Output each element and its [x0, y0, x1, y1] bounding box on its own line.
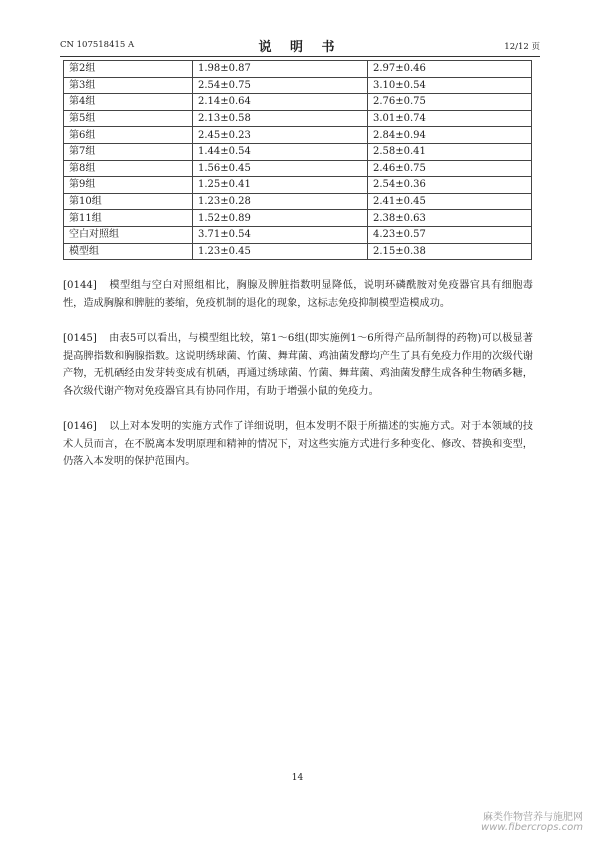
- index-value-cell-2: 2.58±0.41: [368, 143, 532, 160]
- group-name-cell: 第11组: [64, 210, 193, 227]
- index-value-cell-1: 1.25±0.41: [193, 177, 368, 194]
- group-name-cell: 第7组: [64, 143, 193, 160]
- index-value-cell-1: 2.54±0.75: [193, 77, 368, 94]
- index-value-cell-2: 2.97±0.46: [368, 61, 532, 78]
- table-row: [64, 61, 532, 78]
- index-value-cell-2: 4.23±0.57: [368, 226, 532, 243]
- page-of-total: 12/12 页: [504, 42, 540, 52]
- index-value-cell-2: 2.38±0.63: [368, 210, 532, 227]
- index-value-cell-2: 2.76±0.75: [368, 94, 532, 111]
- index-value-cell-1: 1.23±0.45: [193, 243, 368, 260]
- group-name-cell: 第9组: [64, 177, 193, 194]
- index-value-cell-1: 2.13±0.58: [193, 110, 368, 127]
- group-name-cell: 第3组: [64, 77, 193, 94]
- paragraph-number: [0144]: [63, 280, 97, 291]
- table-row: [64, 110, 532, 127]
- table-row: [64, 94, 532, 111]
- table-row: [64, 77, 532, 94]
- group-name-cell: 第2组: [64, 61, 193, 78]
- table-row: [64, 243, 532, 260]
- watermark-url: www.fibercrops.com: [481, 822, 583, 833]
- table-row: [64, 226, 532, 243]
- table-row: [64, 193, 532, 210]
- results-table: [63, 60, 532, 260]
- page-header: [60, 36, 540, 57]
- index-value-cell-2: 2.15±0.38: [368, 243, 532, 260]
- table-row: [64, 177, 532, 194]
- index-value-cell-1: 1.52±0.89: [193, 210, 368, 227]
- paragraph-number: [0145]: [63, 333, 97, 344]
- table-row: [64, 143, 532, 160]
- paragraph-0144: [63, 277, 533, 312]
- group-name-cell: 第8组: [64, 160, 193, 177]
- paragraph-text: 以上对本发明的实施方式作了详细说明，但本发明不限于所描述的实施方式。对于本领域的技术人员而言，在不脱离本发明原理和精神的情况下，对这些实施方式进行多种变化、修改、替换和变型，仍落入本发明的保护范围内。: [63, 421, 533, 468]
- page-number: 14: [291, 773, 304, 783]
- index-value-cell-2: 2.46±0.75: [368, 160, 532, 177]
- paragraph-0145: [63, 330, 533, 400]
- index-value-cell-1: 2.45±0.23: [193, 127, 368, 144]
- table-row: [64, 160, 532, 177]
- group-name-cell: 模型组: [64, 243, 193, 260]
- index-value-cell-2: 2.54±0.36: [368, 177, 532, 194]
- index-value-cell-2: 3.10±0.54: [368, 77, 532, 94]
- index-value-cell-1: 1.56±0.45: [193, 160, 368, 177]
- index-value-cell-2: 2.84±0.94: [368, 127, 532, 144]
- patent-number: CN 107518415 A: [60, 40, 135, 50]
- index-value-cell-1: 3.71±0.54: [193, 226, 368, 243]
- index-value-cell-1: 1.98±0.87: [193, 61, 368, 78]
- group-name-cell: 第4组: [64, 94, 193, 111]
- table-row: [64, 127, 532, 144]
- group-name-cell: 空白对照组: [64, 226, 193, 243]
- paragraph-number: [0146]: [63, 421, 97, 432]
- paragraph-text: 由表5可以看出，与模型组比较，第1～6组(即实施例1～6所得产品所制得的药物)可以极显著提高脾指数和胸腺指数。这说明绣球菌、竹菌、舞茸菌、鸡油菌发酵均产生了具有免疫力作用的次级代谢产物，无机硒经由发芽转变成有机硒，再通过绣球菌、竹菌、舞茸菌、鸡油菌发酵生成各种生物硒多糖，各次级代谢产物对免疫器官具有协同作用，有助于增强小鼠的免疫力。: [63, 333, 533, 397]
- watermark-text: 麻类作物营养与施肥网: [483, 812, 583, 823]
- table-row: [64, 210, 532, 227]
- paragraph-text: 模型组与空白对照组相比，胸腺及脾脏指数明显降低，说明环磷酰胺对免疫器官具有细胞毒性，造成胸腺和脾脏的萎缩，免疫机制的退化的现象，这标志免疫抑制模型造模成功。: [63, 280, 533, 309]
- group-name-cell: 第6组: [64, 127, 193, 144]
- index-value-cell-2: 3.01±0.74: [368, 110, 532, 127]
- index-value-cell-1: 1.44±0.54: [193, 143, 368, 160]
- group-name-cell: 第10组: [64, 193, 193, 210]
- results-table-body: [64, 61, 532, 260]
- document-title: 说 明 书: [258, 40, 342, 55]
- group-name-cell: 第5组: [64, 110, 193, 127]
- index-value-cell-2: 2.41±0.45: [368, 193, 532, 210]
- index-value-cell-1: 1.23±0.28: [193, 193, 368, 210]
- paragraph-0146: [63, 418, 533, 471]
- index-value-cell-1: 2.14±0.64: [193, 94, 368, 111]
